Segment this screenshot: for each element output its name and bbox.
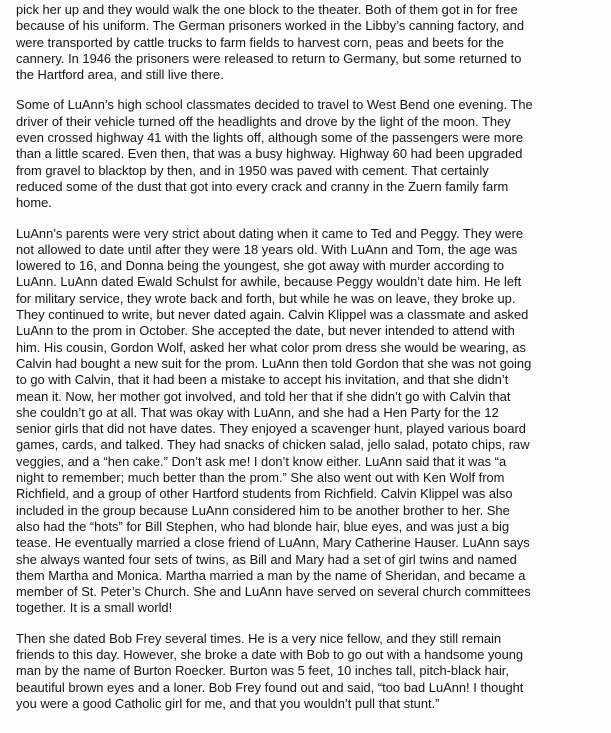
text-line: him. His cousin, Gordon Wolf, asked her what color prom dress she would be wearing, as — [16, 339, 526, 355]
text-line: LuAnn to the prom in October. She accepted the date, but never intended to attend with — [16, 323, 515, 339]
text-line: Calvin had bought a new suit for the prom. LuAnn then told Gordon that she was not going — [16, 355, 532, 371]
text-line: tease. He eventually married a close friend of LuAnn, Mary Catherine Hauser. LuAnn says — [16, 535, 530, 551]
text-line: reduced some of the dust that got into every crack and cranny in the Zuern family farm — [16, 178, 509, 194]
text-line: she couldn’t go at all. That was okay with LuAnn, and she had a Hen Party for the 12 — [16, 404, 499, 420]
text-line: together. It is a small world! — [16, 600, 173, 616]
text-line: for military service, they wrote back and forth, but while he was on leave, they broke up. — [16, 290, 516, 306]
text-line: them Martha and Monica. Martha married a man by the name of Sheridan, and became a — [16, 567, 526, 583]
text-line: Some of LuAnn’s high school classmates decided to travel to West Bend one evening. The — [16, 97, 533, 113]
text-line: because of his uniform. The German prisoners worked in the Libby’s canning factory, and — [16, 18, 525, 34]
text-line: she always wanted four sets of twins, as Bill and Mary had a set of girl twins and named — [16, 551, 517, 567]
text-line: the Hartford area, and still live there. — [16, 67, 224, 83]
text-line: beautiful brown eyes and a loner. Bob Frey found out and said, “too bad LuAnn! I thought — [16, 679, 524, 695]
text-line: night to remember; much better than the prom.” She also went out with Ken Wolf from — [16, 470, 505, 486]
text-line: from gravel to blacktop by then, and in 1950 was paved with cement. That certainly — [16, 162, 489, 178]
text-line: LuAnn’s parents were very strict about dating when it came to Ted and Peggy. They were — [16, 225, 524, 241]
text-line: veggies, and a “hen cake.” Don’t ask me! I don’t know either. LuAnn said that it was “a — [16, 453, 507, 469]
text-line: were transported by cattle trucks to farm fields to harvest corn, peas and beets for the — [16, 34, 504, 50]
text-line: member of St. Peter’s Church. She and LuAnn have served on several church committees — [16, 584, 531, 600]
text-line: cannery. In 1946 the prisoners were released to return to Germany, but some returned to — [16, 50, 522, 66]
text-line: to go with Calvin, that it had been a mistake to accept his invitation, and that she didn’t — [16, 372, 509, 388]
text-line: man by the name of Burton Roecker. Burton was 5 feet, 10 inches tall, pitch-black hair, — [16, 663, 509, 679]
text-line: you were a good Catholic girl for me, and that you wouldn’t pull that stunt.” — [16, 695, 440, 711]
text-line: senior girls that did not have dates. They enjoyed a scavenger hunt, played various board — [16, 421, 526, 437]
text-line: lowered to 16, and Donna being the youngest, she got away with murder according to — [16, 258, 505, 274]
text-line: Then she dated Bob Frey several times. He is a very nice fellow, and they still remain — [16, 630, 502, 646]
text-line: Richfield, and a group of other Hartford students from Richfield. Calvin Klippel was also — [16, 486, 513, 502]
text-line: not allowed to date until after they were 18 years old. With LuAnn and Tom, the age was — [16, 241, 518, 257]
text-line: also had the “hots” for Bill Stephen, who had blonde hair, blue eyes, and was just a big — [16, 518, 510, 534]
text-line: even crossed highway 41 with the lights off, although some of the passengers were more — [16, 130, 524, 146]
paragraph — [16, 631, 607, 712]
paragraph — [16, 226, 607, 617]
text-line: included in the group because LuAnn considered him to be another brother to her. She — [16, 502, 510, 518]
paragraph — [16, 2, 607, 83]
text-line: driver of their vehicle turned off the headlights and drove by the light of the moon. They — [16, 113, 511, 129]
paragraph — [16, 97, 607, 211]
text-line: LuAnn. LuAnn dated Ewald Schulst for awhile, because Peggy wouldn’t date him. He left — [16, 274, 522, 290]
text-line: games, cards, and talked. They had snacks of chicken salad, jello salad, potato chips, raw — [16, 437, 530, 453]
text-line: friends to this day. However, she broke a date with Bob to go out with a handsome young — [16, 646, 524, 662]
text-line: than a little scared. Even then, that was a busy highway. Highway 60 had been upgraded — [16, 146, 523, 162]
text-line: They continued to write, but never dated again. Calvin Klippel was a classmate and asked — [16, 307, 529, 323]
text-line: home. — [16, 195, 52, 211]
text-line: pick her up and they would walk the one block to the theater. Both of them got in for free — [16, 2, 518, 17]
text-line: mean it. Now, her mother got involved, and told her that if she didn’t go with Calvin that — [16, 388, 511, 404]
